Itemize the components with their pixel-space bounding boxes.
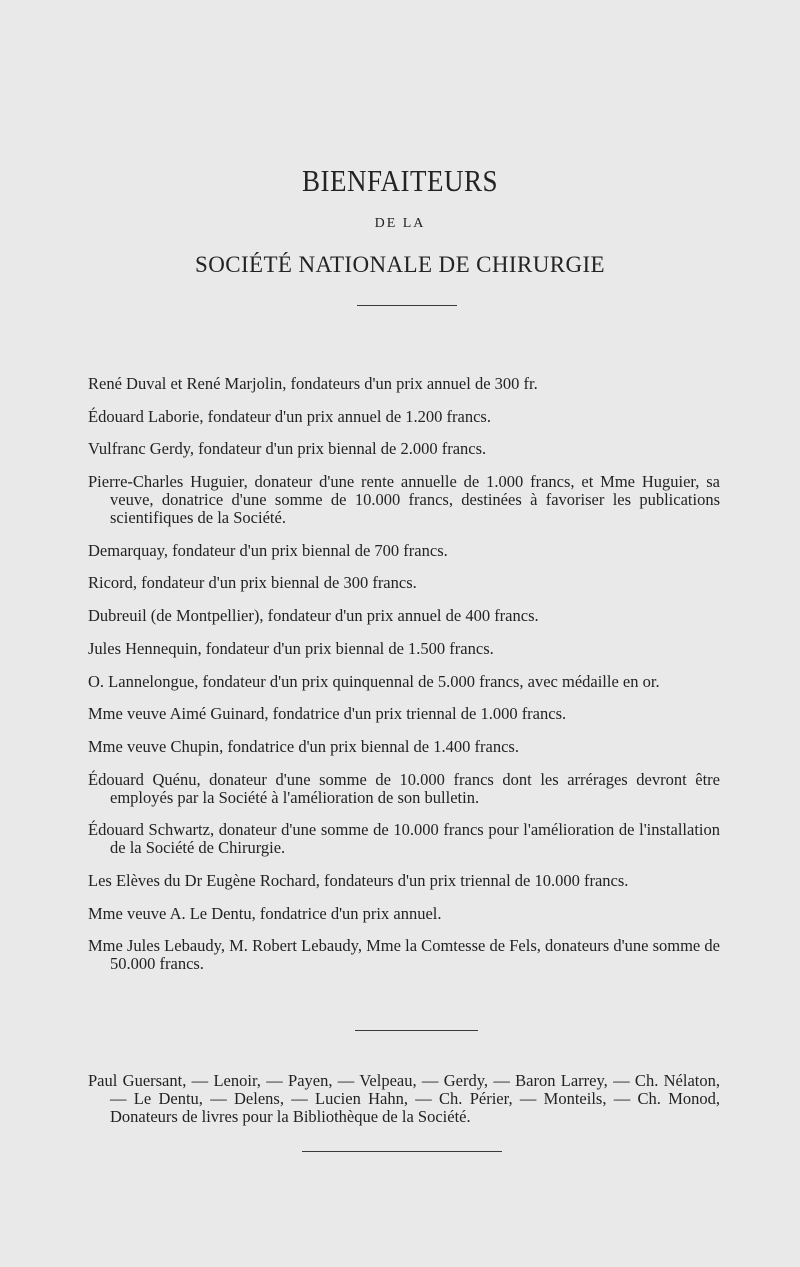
list-item: Ricord, fondateur d'un prix biennal de 300 francs.	[88, 573, 417, 593]
list-item: René Duval et René Marjolin, fondateurs d'un prix annuel de 300 fr.	[88, 374, 538, 393]
page-title: BIENFAITEURS	[301, 164, 498, 198]
book-donors-paragraph: Paul Guersant, — Lenoir, — Payen, — Velpeau, — Gerdy, — Baron Larrey, — Ch. Nélaton, — Le Dentu, — Delens, — Lucien Hahn, — Ch. Périer, — Monteils, — Ch. Monod, Donateurs de livres pour la Bibliothèque de la Société.	[88, 1071, 720, 1126]
divider-middle	[355, 1030, 478, 1031]
list-item: Édouard Schwartz, donateur d'une somme de 10.000 francs pour l'amélioration de l'installation de la Société de Chirurgie.	[88, 820, 720, 858]
list-item: Les Elèves du Dr Eugène Rochard, fondateurs d'un prix triennal de 10.000 francs.	[88, 870, 629, 890]
list-item: Mme veuve Aimé Guinard, fondatrice d'un prix triennal de 1.000 francs.	[88, 704, 567, 724]
benefactors-list	[88, 375, 720, 988]
divider-top	[357, 305, 457, 306]
list-item: O. Lannelongue, fondateur d'un prix quinquennal de 5.000 francs, avec médaille en or.	[88, 671, 660, 691]
divider-bottom	[302, 1151, 502, 1152]
page-subtitle: DE LA	[374, 216, 426, 231]
list-item: Dubreuil (de Montpellier), fondateur d'un prix annuel de 400 francs.	[88, 606, 539, 626]
list-item: Mme Jules Lebaudy, M. Robert Lebaudy, Mme la Comtesse de Fels, donateurs d'une somme de 50.000 francs.	[88, 936, 720, 974]
list-item: Édouard Laborie, fondateur d'un prix annuel de 1.200 francs.	[88, 406, 491, 426]
list-item: Jules Hennequin, fondateur d'un prix biennal de 1.500 francs.	[88, 638, 494, 658]
list-item: Pierre-Charles Huguier, donateur d'une rente annuelle de 1.000 francs, et Mme Huguier, sa veuve, donatrice d'une somme de 10.000 francs, destinées à favoriser les publications scientifiques de la Société.	[88, 472, 720, 528]
list-item: Demarquay, fondateur d'un prix biennal de 700 francs.	[88, 540, 448, 560]
list-item: Édouard Quénu, donateur d'une somme de 10.000 francs dont les arrérages devront être employés par la Société à l'amélioration de son bulletin.	[88, 769, 720, 807]
list-item: Mme veuve Chupin, fondatrice d'un prix biennal de 1.400 francs.	[88, 736, 519, 756]
list-item: Mme veuve A. Le Dentu, fondatrice d'un prix annuel.	[88, 903, 442, 923]
society-name: SOCIÉTÉ NATIONALE DE CHIRURGIE	[195, 252, 605, 277]
list-item: Vulfranc Gerdy, fondateur d'un prix biennal de 2.000 francs.	[88, 439, 487, 459]
